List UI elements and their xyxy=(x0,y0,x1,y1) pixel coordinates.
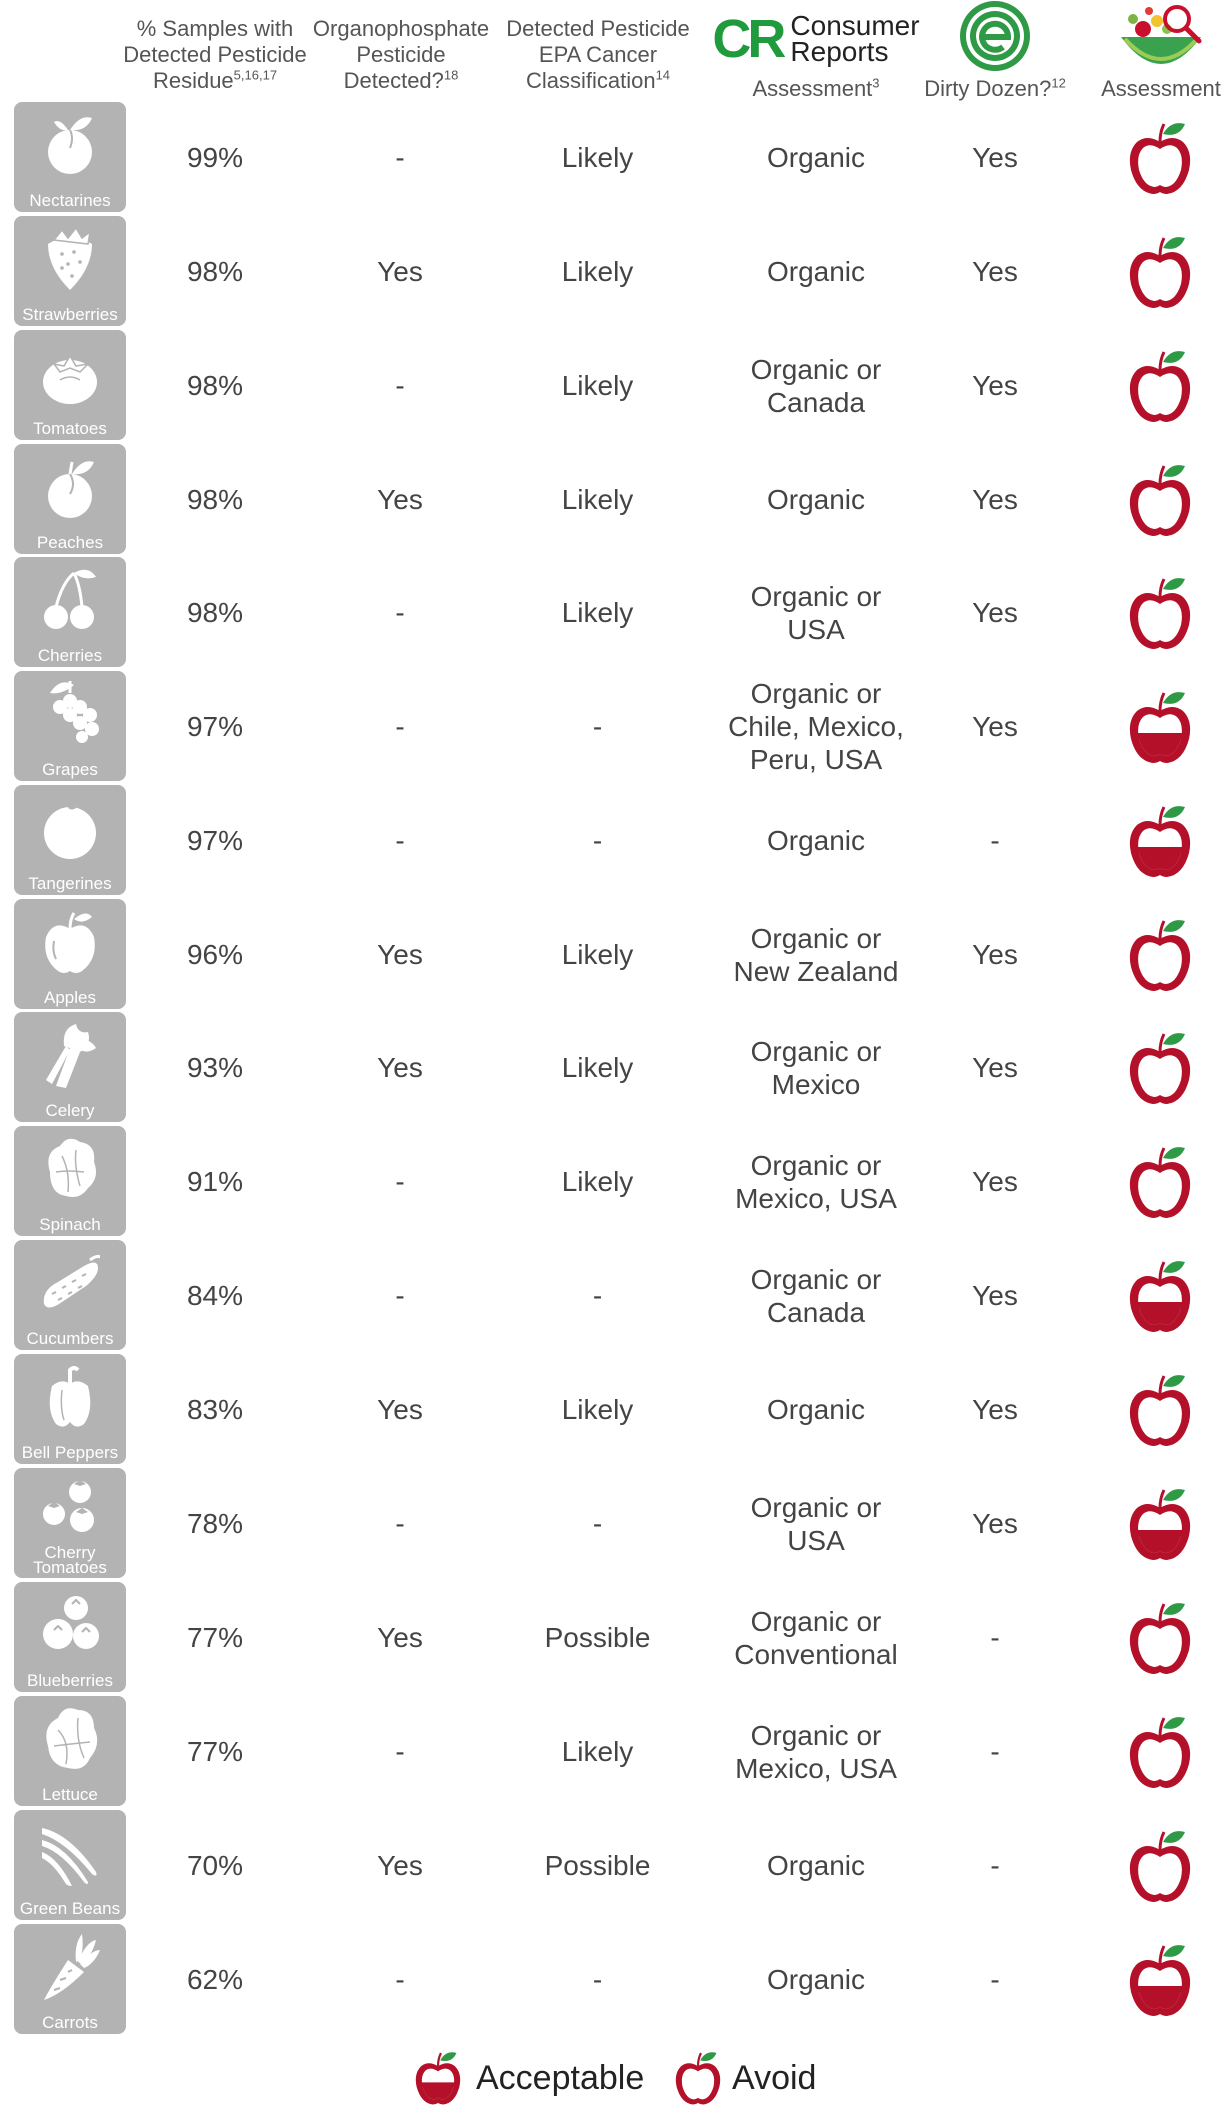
dirty-dozen-value: Yes xyxy=(972,1166,1018,1197)
header-assessment-label: Assessment xyxy=(1101,76,1221,101)
grapes-icon xyxy=(40,677,100,749)
header-dirty-dozen xyxy=(915,2,1075,102)
table-row xyxy=(0,1694,1232,1809)
header-residue-line3: Residue xyxy=(152,68,234,93)
produce-name: Lettuce xyxy=(42,1785,98,1804)
cancer-classification-value: Likely xyxy=(561,1166,634,1197)
organophosphate-value: - xyxy=(395,711,405,742)
cancer-classification-value: Likely xyxy=(561,1736,634,1767)
produce-name: Spinach xyxy=(39,1215,101,1234)
legend-avoid-label: Avoid xyxy=(732,2059,817,2097)
blueberries-icon xyxy=(40,1588,100,1660)
header-consumer-reports xyxy=(700,8,932,102)
assessment-cell xyxy=(1110,1352,1210,1467)
table-row xyxy=(0,897,1232,1012)
produce-tile xyxy=(14,216,126,326)
consumer-reports-value: Organic xyxy=(766,256,866,287)
cr-logo-mark: CR xyxy=(712,9,783,69)
assessment-cell xyxy=(1110,783,1210,898)
produce-tile xyxy=(14,1810,126,1920)
bell-pepper-icon xyxy=(40,1360,100,1432)
assessment-cell xyxy=(1110,1466,1210,1581)
consumer-reports-value: Organic or New Zealand xyxy=(733,922,899,987)
header-cancer-sup: 14 xyxy=(655,67,671,83)
consumer-reports-value: Organic xyxy=(766,1964,866,1995)
produce-tile xyxy=(14,1468,126,1578)
avoid-apple-icon xyxy=(1127,1600,1193,1676)
residue-value: 93% xyxy=(186,1052,244,1083)
assessment-cell xyxy=(1110,1124,1210,1239)
produce-name: Blueberries xyxy=(27,1671,113,1690)
header-cancer-line2: EPA Cancer xyxy=(538,42,658,67)
organophosphate-value: - xyxy=(395,142,405,173)
organophosphate-value: Yes xyxy=(377,1394,423,1425)
spinach-icon xyxy=(40,1132,100,1204)
tomato-icon xyxy=(40,336,100,408)
produce-name: Grapes xyxy=(42,760,98,779)
produce-tile xyxy=(14,330,126,440)
consumer-reports-value: Organic xyxy=(766,484,866,515)
organophosphate-value: Yes xyxy=(377,484,423,515)
avoid-apple-icon xyxy=(1127,1030,1193,1106)
table-row xyxy=(0,783,1232,898)
header-cancer xyxy=(498,16,698,94)
organophosphate-value: - xyxy=(395,1964,405,1995)
header-organophosphate xyxy=(308,16,494,94)
table-row xyxy=(0,1808,1232,1923)
table-row xyxy=(0,214,1232,329)
cancer-classification-value: Likely xyxy=(561,597,634,628)
table-row xyxy=(0,669,1232,784)
avoid-apple-icon xyxy=(1127,348,1193,424)
cancer-classification-value: Likely xyxy=(561,939,634,970)
acceptable-apple-icon xyxy=(412,2050,464,2106)
dirty-dozen-value: Yes xyxy=(972,1052,1018,1083)
avoid-apple-icon xyxy=(1127,1828,1193,1904)
produce-tile xyxy=(14,671,126,781)
cancer-classification-value: - xyxy=(592,711,603,742)
assessment-cell xyxy=(1110,1694,1210,1809)
consumer-reports-value: Organic or Mexico, USA xyxy=(735,1149,897,1214)
acceptable-apple-icon xyxy=(1127,1486,1193,1562)
carrot-icon xyxy=(40,1930,100,2002)
dirty-dozen-value: Yes xyxy=(972,1280,1018,1311)
header-residue xyxy=(115,16,315,94)
organophosphate-value: - xyxy=(395,1166,405,1197)
assessment-cell xyxy=(1110,1808,1210,1923)
avoid-apple-icon xyxy=(1127,575,1193,651)
header-dirty-dozen-label: Dirty Dozen? xyxy=(924,76,1052,101)
residue-value: 78% xyxy=(186,1508,244,1539)
green-beans-icon xyxy=(40,1816,100,1888)
dirty-dozen-value: - xyxy=(990,1964,1000,1995)
produce-tile xyxy=(14,1582,126,1692)
assessment-cell xyxy=(1110,1010,1210,1125)
produce-name: Bell Peppers xyxy=(21,1443,119,1462)
produce-name: Celery xyxy=(45,1101,95,1120)
avoid-apple-icon xyxy=(1127,462,1193,538)
consumer-reports-value: Organic xyxy=(766,1850,866,1881)
produce-tile xyxy=(14,444,126,554)
dirty-dozen-value: Yes xyxy=(972,939,1018,970)
assessment-cell xyxy=(1110,555,1210,670)
produce-name: Cherries xyxy=(37,646,103,665)
dirty-dozen-value: Yes xyxy=(972,1394,1018,1425)
assessment-cell xyxy=(1110,214,1210,329)
residue-value: 83% xyxy=(186,1394,244,1425)
assessment-cell xyxy=(1110,1922,1210,2037)
dirty-dozen-value: Yes xyxy=(972,597,1018,628)
dirty-dozen-value: - xyxy=(990,825,1000,856)
produce-name: Peaches xyxy=(36,533,104,552)
dirty-dozen-value: Yes xyxy=(972,142,1018,173)
consumer-reports-value: Organic or Chile, Mexico, Peru, USA xyxy=(728,678,904,775)
cancer-classification-value: Likely xyxy=(561,256,634,287)
table-row xyxy=(0,1352,1232,1467)
residue-value: 84% xyxy=(186,1280,244,1311)
table-row xyxy=(0,100,1232,215)
organophosphate-value: Yes xyxy=(377,1850,423,1881)
organophosphate-value: Yes xyxy=(377,939,423,970)
table-row xyxy=(0,1466,1232,1581)
assessment-cell xyxy=(1110,442,1210,557)
table-row xyxy=(0,1010,1232,1125)
salad-bowl-logo-icon xyxy=(1111,0,1211,73)
header-cancer-line3: Classification xyxy=(525,68,656,93)
cancer-classification-value: - xyxy=(592,1508,603,1539)
legend xyxy=(0,2050,1232,2106)
tangerine-icon xyxy=(40,791,100,863)
avoid-apple-icon xyxy=(1127,120,1193,196)
consumer-reports-value: Organic or USA xyxy=(750,1491,882,1556)
header-organophosphate-line1: Organophosphate xyxy=(312,16,490,41)
table-row xyxy=(0,1580,1232,1695)
dirty-dozen-value: - xyxy=(990,1622,1000,1653)
residue-value: 62% xyxy=(186,1964,244,1995)
cancer-classification-value: Likely xyxy=(561,142,634,173)
consumer-reports-value: Organic xyxy=(766,142,866,173)
avoid-apple-icon xyxy=(1127,1714,1193,1790)
dirty-dozen-value: Yes xyxy=(972,1508,1018,1539)
lettuce-icon xyxy=(40,1702,100,1774)
dirty-dozen-value: - xyxy=(990,1850,1000,1881)
cherries-icon xyxy=(40,563,100,635)
assessment-cell xyxy=(1110,897,1210,1012)
peach-icon xyxy=(40,450,100,522)
table-row xyxy=(0,1124,1232,1239)
legend-acceptable-label: Acceptable xyxy=(476,2059,645,2097)
cherry-tomatoes-icon xyxy=(40,1474,100,1546)
avoid-apple-icon xyxy=(1127,1372,1193,1448)
avoid-apple-icon xyxy=(1127,1144,1193,1220)
cancer-classification-value: Likely xyxy=(561,484,634,515)
consumer-reports-value: Organic or Canada xyxy=(750,353,882,418)
acceptable-apple-icon xyxy=(1127,1258,1193,1334)
consumer-reports-logo xyxy=(700,8,932,70)
consumer-reports-value: Organic or Mexico, USA xyxy=(735,1719,897,1784)
cancer-classification-value: Likely xyxy=(561,370,634,401)
residue-value: 96% xyxy=(186,939,244,970)
organophosphate-value: - xyxy=(395,597,405,628)
produce-tile xyxy=(14,557,126,667)
organophosphate-value: Yes xyxy=(377,1052,423,1083)
consumer-reports-value: Organic or USA xyxy=(750,580,882,645)
avoid-apple-icon xyxy=(672,2050,724,2106)
assessment-cell xyxy=(1110,328,1210,443)
residue-value: 99% xyxy=(186,142,244,173)
produce-name: Tangerines xyxy=(28,874,112,893)
organophosphate-value: - xyxy=(395,370,405,401)
cr-logo-line1: Consumer xyxy=(790,10,920,41)
acceptable-apple-icon xyxy=(1127,803,1193,879)
residue-value: 77% xyxy=(186,1622,244,1653)
cancer-classification-value: Likely xyxy=(561,1394,634,1425)
produce-tile xyxy=(14,1924,126,2034)
cr-logo-line2: Reports xyxy=(790,36,889,67)
residue-value: 98% xyxy=(186,370,244,401)
cancer-classification-value: - xyxy=(592,825,603,856)
assessment-cell xyxy=(1110,1580,1210,1695)
residue-value: 97% xyxy=(186,825,244,856)
cancer-classification-value: Likely xyxy=(561,1052,634,1083)
produce-tile xyxy=(14,1240,126,1350)
residue-value: 98% xyxy=(186,484,244,515)
assessment-cell xyxy=(1110,669,1210,784)
produce-name: Cucumbers xyxy=(26,1329,114,1348)
organophosphate-value: - xyxy=(395,825,405,856)
acceptable-apple-icon xyxy=(1127,1942,1193,2018)
table-row xyxy=(0,328,1232,443)
header-cancer-line1: Detected Pesticide xyxy=(506,16,690,41)
header-cr-label: Assessment xyxy=(752,76,873,101)
dirty-dozen-value: Yes xyxy=(972,484,1018,515)
table-row xyxy=(0,1238,1232,1353)
consumer-reports-value: Organic xyxy=(766,1394,866,1425)
produce-name: Nectarines xyxy=(29,191,111,210)
produce-name: Carrots xyxy=(42,2013,98,2032)
cucumber-icon xyxy=(40,1246,100,1318)
nectarine-icon xyxy=(40,108,100,180)
produce-name: Strawberries xyxy=(22,305,118,324)
cancer-classification-value: - xyxy=(592,1280,603,1311)
consumer-reports-value: Organic xyxy=(766,825,866,856)
header-organophosphate-sup: 18 xyxy=(443,67,459,83)
produce-name: Green Beans xyxy=(19,1899,121,1918)
dirty-dozen-value: - xyxy=(990,1736,1000,1767)
organophosphate-value: - xyxy=(395,1736,405,1767)
avoid-apple-icon xyxy=(1127,234,1193,310)
produce-tile xyxy=(14,899,126,1009)
consumer-reports-value: Organic or Conventional xyxy=(734,1605,898,1670)
produce-tile xyxy=(14,1012,126,1122)
assessment-cell xyxy=(1110,1238,1210,1353)
organophosphate-value: Yes xyxy=(377,1622,423,1653)
header-dirty-dozen-sup: 12 xyxy=(1051,75,1066,91)
consumer-reports-value: Organic or Mexico xyxy=(750,1035,882,1100)
residue-value: 91% xyxy=(186,1166,244,1197)
consumer-reports-value: Organic or Canada xyxy=(750,1263,882,1328)
dirty-dozen-value: Yes xyxy=(972,256,1018,287)
residue-value: 70% xyxy=(186,1850,244,1881)
produce-name: Apples xyxy=(44,988,96,1007)
produce-name: Tomatoes xyxy=(33,419,107,438)
produce-name: Cherry Tomatoes xyxy=(33,1543,107,1577)
header-residue-sup: 5,16,17 xyxy=(233,67,278,83)
residue-value: 77% xyxy=(186,1736,244,1767)
dirty-dozen-value: Yes xyxy=(972,711,1018,742)
header-organophosphate-line2: Pesticide xyxy=(356,42,446,67)
organophosphate-value: - xyxy=(395,1508,405,1539)
residue-value: 98% xyxy=(186,597,244,628)
avoid-apple-icon xyxy=(1127,917,1193,993)
table-row xyxy=(0,442,1232,557)
header-assessment xyxy=(1090,2,1232,102)
produce-tile xyxy=(14,1354,126,1464)
table-row xyxy=(0,1922,1232,2037)
header-organophosphate-line3: Detected? xyxy=(343,68,444,93)
cancer-classification-value: Possible xyxy=(544,1850,651,1881)
header-residue-line2: Detected Pesticide xyxy=(123,42,307,67)
dirty-dozen-value: Yes xyxy=(972,370,1018,401)
produce-tile xyxy=(14,785,126,895)
celery-icon xyxy=(40,1018,100,1090)
produce-tile xyxy=(14,1696,126,1806)
produce-tile xyxy=(14,102,126,212)
residue-value: 97% xyxy=(186,711,244,742)
ewg-e-logo-icon xyxy=(958,0,1032,73)
strawberry-icon xyxy=(40,222,100,294)
header-cr-sup: 3 xyxy=(872,75,880,91)
produce-tile xyxy=(14,1126,126,1236)
cancer-classification-value: Possible xyxy=(544,1622,651,1653)
assessment-cell xyxy=(1110,100,1210,215)
residue-value: 98% xyxy=(186,256,244,287)
acceptable-apple-icon xyxy=(1127,689,1193,765)
cancer-classification-value: - xyxy=(592,1964,603,1995)
organophosphate-value: Yes xyxy=(377,256,423,287)
organophosphate-value: - xyxy=(395,1280,405,1311)
header-residue-line1: % Samples with xyxy=(136,16,294,41)
apple-icon xyxy=(40,905,100,977)
table-row xyxy=(0,555,1232,670)
